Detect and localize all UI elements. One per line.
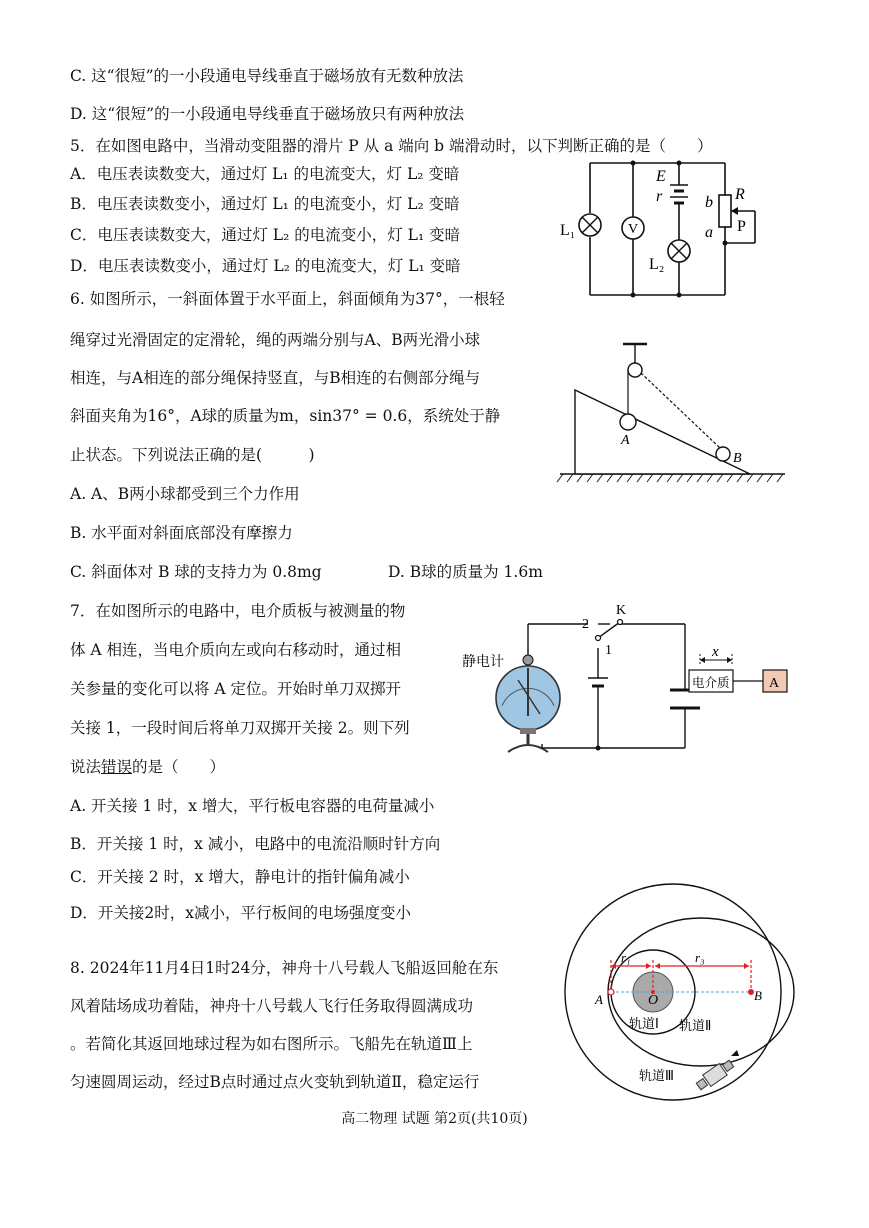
q6-option-a: A. A、B两小球都受到三个力作用 (70, 485, 300, 503)
q7-option-a: A. 开关接 1 时，x 增大，平行板电容器的电荷量减小 (70, 797, 435, 815)
question-7-line-1: 7．在如图所示的电路中，电介质板与被测量的物 (70, 602, 406, 620)
question-6-line-4: 斜面夹角为16°，A球的质量为m，sin37° = 0.6，系统处于静 (70, 407, 501, 425)
orbit-figure-q8 (555, 880, 795, 1105)
label-object-a: A (769, 676, 780, 691)
question-7-line-4: 关接 1，一段时间后将单刀双掷开关接 2。则下列 (70, 719, 410, 737)
resistor-r (719, 195, 731, 227)
ball-b (716, 447, 730, 461)
label-b: B (733, 451, 742, 466)
label-r3: r₃ (695, 950, 705, 965)
q7-option-d: D．开关接2时，x减小，平行板间的电场强度变小 (70, 904, 412, 922)
label-l2: L₂ (649, 256, 665, 273)
electrometer (496, 655, 560, 752)
label-a: A (621, 433, 630, 448)
question-7-line-5 (70, 757, 225, 777)
capacitor-figure-q7 (460, 598, 795, 758)
circuit-figure-q5 (555, 155, 770, 305)
label-P: P (737, 218, 746, 235)
question-6-line-3: 相连，与A相连的部分绳保持竖直，与B相连的右侧部分绳与 (70, 369, 481, 387)
label-point-b: B (754, 988, 762, 1003)
option-c-q4: C. 这“很短”的一小段通电导线垂直于磁场放有无数种放法 (70, 67, 464, 85)
q7-option-b: B．开关接 1 时，x 减小，电路中的电流沿顺时针方向 (70, 835, 441, 853)
incline-figure-q6 (555, 338, 790, 488)
label-electrometer: 静电计 (462, 654, 504, 670)
question-6-line-1: 6. 如图所示，一斜面体置于水平面上，斜面倾角为37°，一根轻 (70, 290, 505, 308)
q5-option-b: B．电压表读数变小，通过灯 L₁ 的电流变小，灯 L₂ 变暗 (70, 195, 460, 213)
q6-option-c: C. 斜面体对 B 球的支持力为 0.8mg (70, 563, 322, 581)
q5-option-a: A．电压表读数变大，通过灯 L₁ 的电流变大，灯 L₂ 变暗 (70, 165, 460, 183)
label-r-internal: r (656, 188, 663, 205)
label-orbit-2: 轨道Ⅱ (679, 1019, 712, 1034)
label-l1: L₁ (560, 222, 576, 239)
question-8-line-4: 匀速圆周运动，经过B点时通过点火变轨到轨道Ⅱ，稳定运行 (70, 1073, 480, 1091)
question-6-line-2: 绳穿过光滑固定的定滑轮，绳的两端分别与A、B两光滑小球 (70, 331, 481, 349)
pulley (628, 363, 642, 377)
label-center-o: O (648, 993, 659, 1008)
question-5-stem: 5．在如图电路中，当滑动变阻器的滑片 P 从 a 端向 b 端滑动时，以下判断正确的是（ ） (70, 137, 713, 155)
label-orbit-3: 轨道Ⅲ (639, 1069, 674, 1084)
q5-option-c: C．电压表读数变大，通过灯 L₂ 的电流变小，灯 L₁ 变暗 (70, 226, 461, 244)
voltmeter-label: V (627, 222, 639, 237)
question-7-line-2: 体 A 相连，当电介质向左或向右移动时，通过相 (70, 641, 402, 659)
label-x: x (712, 644, 719, 660)
label-contact-1: 1 (605, 643, 612, 658)
q7-text-suffix: 的是（ ） (132, 758, 226, 776)
label-orbit-1: 轨道Ⅰ (629, 1017, 659, 1032)
question-8-line-1: 8. 2024年11月4日1时24分，神舟十八号载人飞船返回舱在东 (70, 959, 499, 977)
label-r1: r₁ (621, 950, 631, 965)
label-b: b (705, 194, 713, 211)
q7-option-c: C．开关接 2 时，x 增大，静电计的指针偏角减小 (70, 868, 410, 886)
lamp-l1 (579, 214, 601, 236)
label-switch-k: K (616, 603, 627, 618)
ball-a (620, 414, 636, 430)
label-R: R (735, 186, 745, 203)
question-6-line-5: 止状态。下列说法正确的是( ) (70, 446, 315, 464)
q7-text-prefix: 说法 (70, 758, 102, 776)
lamp-l2 (668, 240, 690, 262)
question-8-line-2: 风着陆场成功着陆，神舟十八号载人飞行任务取得圆满成功 (70, 997, 474, 1015)
q7-emphasis-word: 错误 (101, 758, 133, 776)
q6-option-b: B. 水平面对斜面底部没有摩擦力 (70, 524, 293, 542)
label-e: E (656, 168, 666, 185)
q6-option-d: D. B球的质量为 1.6m (388, 563, 543, 581)
page-footer: 高二物理 试题 第2页(共10页) (341, 1111, 528, 1127)
spacecraft-icon (695, 1058, 736, 1092)
option-d-q4: D. 这“很短”的一小段通电导线垂直于磁场放只有两种放法 (70, 105, 465, 123)
label-point-a: A (595, 992, 603, 1007)
question-7-line-3: 关参量的变化可以将 A 定位。开始时单刀双掷开 (70, 680, 402, 698)
label-dielectric: 电介质 (692, 675, 730, 690)
label-contact-2: 2 (582, 617, 589, 632)
question-8-line-3: 。若简化其返回地球过程为如右图所示。飞船先在轨道Ⅲ上 (70, 1035, 473, 1053)
q5-option-d: D．电压表读数变小，通过灯 L₂ 的电流变大，灯 L₁ 变暗 (70, 257, 461, 275)
voltmeter (622, 217, 644, 239)
label-a: a (705, 224, 713, 241)
